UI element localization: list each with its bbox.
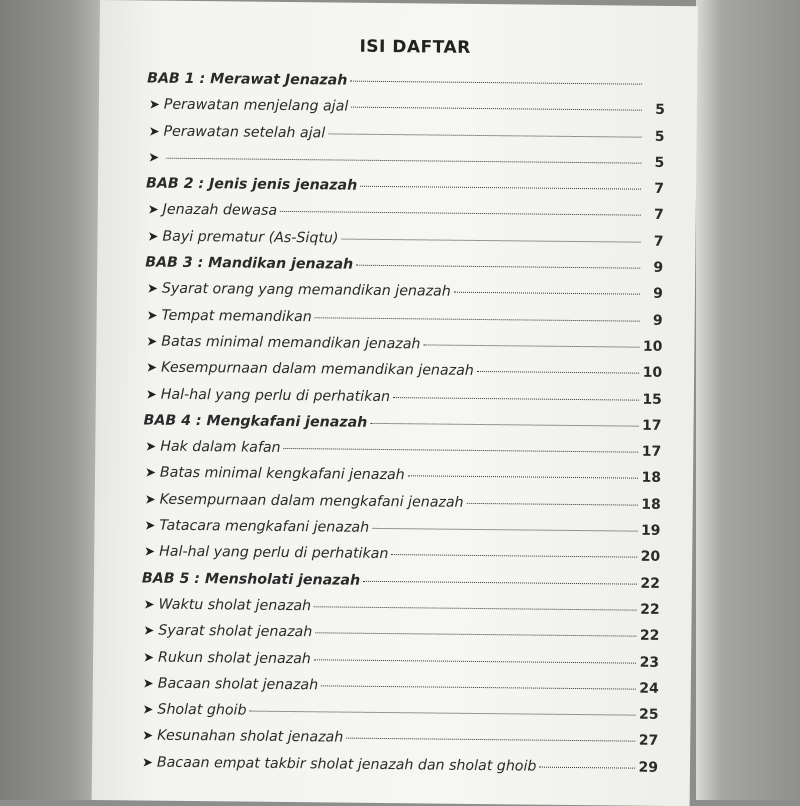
toc-label: BAB 3 : Mandikan jenazah — [145, 255, 353, 273]
toc-page-number: 5 — [644, 155, 664, 171]
dot-leader — [315, 317, 640, 321]
dot-leader — [314, 659, 636, 663]
dot-leader — [280, 211, 641, 216]
background-left — [0, 0, 100, 800]
toc-page-number: 29 — [638, 759, 658, 775]
toc-page-number: 23 — [639, 654, 659, 670]
toc-page-number: 24 — [639, 681, 659, 697]
toc-label: BAB 2 : Jenis jenis jenazah — [146, 176, 357, 194]
dot-leader — [350, 81, 642, 85]
dot-leader — [356, 265, 640, 269]
dot-leader — [328, 133, 641, 137]
dot-leader — [351, 107, 642, 111]
arrow-bullet-icon: ➤ — [147, 282, 158, 297]
arrow-bullet-icon: ➤ — [147, 308, 158, 323]
toc-page-number: 9 — [643, 286, 663, 302]
toc-page-number: 20 — [640, 549, 660, 565]
toc-page-number: 17 — [641, 444, 661, 460]
arrow-bullet-icon: ➤ — [143, 650, 154, 665]
toc-label: Tempat memandikan — [162, 307, 312, 325]
dot-leader — [372, 528, 637, 532]
toc-page-number: 7 — [643, 233, 663, 249]
dot-leader — [341, 238, 640, 242]
toc-label: BAB 1 : Merawat Jenazah — [147, 70, 347, 88]
toc-page-number: 17 — [641, 418, 661, 434]
toc-entry-row — [140, 754, 658, 786]
toc-label: Bacaan empat takbir sholat jenazah dan sholat ghoib — [157, 754, 537, 774]
toc-label: Batas minimal memandikan jenazah — [161, 334, 420, 353]
dot-leader — [363, 580, 637, 584]
toc-page-number: 22 — [640, 602, 660, 618]
dot-leader — [477, 371, 639, 374]
toc-label: Sholat ghoib — [157, 702, 246, 719]
arrow-bullet-icon: ➤ — [142, 729, 153, 744]
dot-leader — [346, 738, 635, 742]
dot-leader — [454, 292, 640, 295]
arrow-bullet-icon: ➤ — [149, 98, 160, 113]
dot-leader — [391, 554, 637, 558]
toc-page-number: 5 — [645, 128, 665, 144]
toc-page-number: 25 — [638, 707, 658, 723]
toc-label: Hak dalam kafan — [160, 439, 281, 456]
arrow-bullet-icon: ➤ — [142, 703, 153, 718]
toc-label: Waktu sholat jenazah — [158, 597, 311, 615]
dot-leader — [314, 606, 637, 610]
dot-leader — [423, 344, 639, 347]
toc-label: Rukun sholat jenazah — [158, 649, 311, 667]
arrow-bullet-icon: ➤ — [146, 387, 157, 402]
page-title: ISI DAFTAR — [359, 37, 470, 58]
toc-label: Hal-hal yang perlu di perhatikan — [161, 386, 390, 404]
arrow-bullet-icon: ➤ — [146, 361, 157, 376]
arrow-bullet-icon: ➤ — [144, 597, 155, 612]
toc-label: Syarat sholat jenazah — [158, 623, 312, 641]
toc-page-number: 5 — [645, 102, 665, 118]
toc-label: Kesempurnaan dalam memandikan jenazah — [161, 360, 474, 379]
toc-label: Bayi prematur (As-Siqtu) — [162, 228, 338, 246]
toc-page-number: 18 — [641, 470, 661, 486]
toc-page-number: 27 — [638, 733, 658, 749]
arrow-bullet-icon: ➤ — [142, 755, 153, 770]
background-right — [696, 0, 800, 800]
toc-label: BAB 5 : Mensholati jenazah — [142, 570, 360, 588]
dot-leader — [315, 633, 636, 637]
toc-page-number: 7 — [644, 181, 664, 197]
toc-label: Kesunahan sholat jenazah — [157, 728, 343, 746]
toc-page-number: 15 — [642, 391, 662, 407]
toc-page-number: 18 — [641, 496, 661, 512]
dot-leader — [467, 503, 638, 506]
toc-label: Kesempurnaan dalam mengkafani jenazah — [160, 491, 464, 510]
arrow-bullet-icon: ➤ — [148, 150, 159, 165]
arrow-bullet-icon: ➤ — [149, 124, 160, 139]
arrow-bullet-icon: ➤ — [147, 229, 158, 244]
toc-label: Hal-hal yang perlu di perhatikan — [159, 544, 388, 562]
dot-leader — [360, 186, 641, 190]
dot-leader — [393, 397, 639, 401]
toc-page-number: 7 — [644, 207, 664, 223]
toc-label: Perawatan setelah ajal — [163, 123, 325, 141]
arrow-bullet-icon: ➤ — [145, 492, 156, 507]
toc-label: Syarat orang yang memandikan jenazah — [162, 281, 451, 300]
dot-leader — [249, 711, 635, 716]
arrow-bullet-icon: ➤ — [148, 203, 159, 218]
dot-leader — [321, 685, 636, 689]
toc-page-number: 10 — [642, 339, 662, 355]
arrow-bullet-icon: ➤ — [143, 676, 154, 691]
arrow-bullet-icon: ➤ — [144, 519, 155, 534]
dot-leader — [166, 158, 641, 164]
dot-leader — [539, 766, 635, 768]
arrow-bullet-icon: ➤ — [145, 466, 156, 481]
toc-page-number: 9 — [643, 260, 663, 276]
toc-label: Bacaan sholat jenazah — [158, 675, 319, 693]
toc-page-number: 19 — [640, 523, 660, 539]
arrow-bullet-icon: ➤ — [144, 545, 155, 560]
toc-label: Batas minimal kengkafani jenazah — [160, 465, 405, 484]
toc-label: Tatacara mengkafani jenazah — [159, 518, 369, 536]
book-page — [92, 0, 698, 806]
toc-label: Jenazah dewasa — [163, 202, 278, 219]
dot-leader — [408, 476, 638, 479]
arrow-bullet-icon: ➤ — [146, 334, 157, 349]
toc-label: Perawatan menjelang ajal — [164, 97, 349, 115]
toc-label: BAB 4 : Mengkafani jenazah — [144, 412, 368, 430]
toc-page-number: 9 — [643, 312, 663, 328]
dot-leader — [284, 448, 639, 453]
arrow-bullet-icon: ➤ — [143, 624, 154, 639]
toc-page-number: 22 — [639, 628, 659, 644]
toc-page-number: 10 — [642, 365, 662, 381]
arrow-bullet-icon: ➤ — [145, 440, 156, 455]
toc-page-number: 22 — [640, 575, 660, 591]
table-of-contents — [140, 70, 665, 785]
dot-leader — [370, 423, 638, 427]
